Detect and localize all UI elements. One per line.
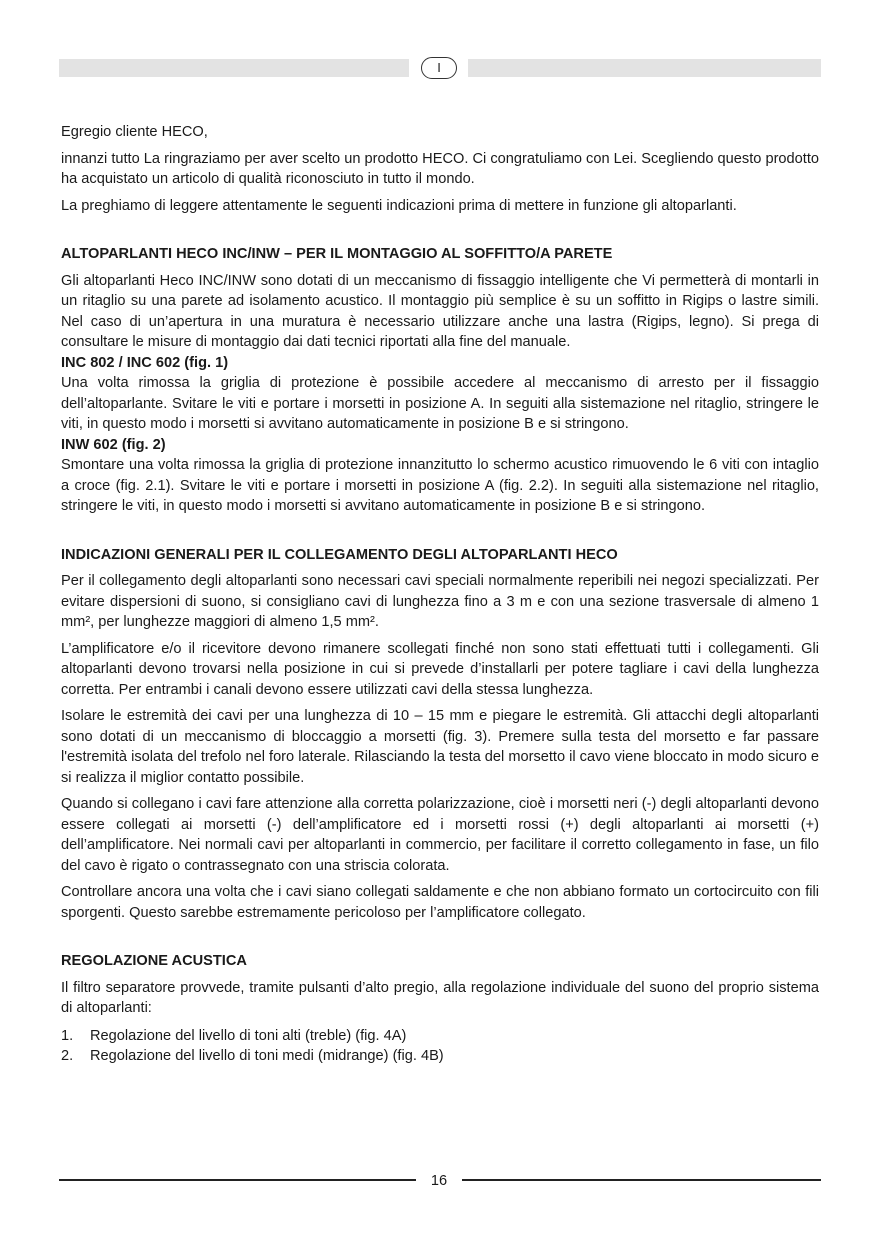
section-heading-connection: INDICAZIONI GENERALI PER IL COLLEGAMENTO DEGLI ALTOPARLANTI HECO xyxy=(61,546,618,563)
list-item-text: Regolazione del livello di toni alti (treble) (fig. 4A) xyxy=(90,1027,407,1044)
connection-paragraph-4: Quando si collegano i cavi fare attenzione alla corretta polarizzazione, cioè i morsetti neri (-) degli altoparlanti devono essere collegati ai morsetti (-) dell’amplificatore ed i morsetti rossi (+) degli altoparlanti ai morsetti (+) dell’amplificatore. Nei normali cavi per altoparlanti in commercio, per facilitare il corretto collegamento in fase, un filo del cavo è rigato o contrassegnato con una striscia colorata. xyxy=(61,796,819,874)
connection-paragraph-2: L’amplificatore e/o il ricevitore devono rimanere scollegati finché non sono stati effettuati tutti i collegamenti. Gli altoparlanti devono trovarsi nella posizione in cui si prevede d’installarli per potere tagliare i cavi della lunghezza corretta. Per entrambi i canali devono essere utilizzati cavi della stessa lunghezza. xyxy=(61,640,819,698)
inc-paragraph: Una volta rimossa la griglia di protezione è possibile accedere al meccanismo di arresto per il fissaggio dell’altoparlante. Svitare le viti e portare i morsetti in posizione A. In seguiti alla sistemazione nel ritaglio, stringere le viti, in questo modo i morsetti si avvitano automaticamente in posizione B e si stringono. xyxy=(61,375,819,432)
language-badge: I xyxy=(421,57,457,79)
connection-paragraph-1: Per il collegamento degli altoparlanti sono necessari cavi speciali normalmente reperibili nei negozi specializzati. Per evitare dispersioni di suono, si consigliano cavi di lunghezza fino a 3 m e con una sezione trasversale di almeno 1 mm², per lunghezze maggiori di almeno 1,5 mm². xyxy=(61,573,819,630)
greeting: Egregio cliente HECO, xyxy=(61,124,208,140)
acoustic-paragraph: Il filtro separatore provvede, tramite pulsanti d’alto pregio, alla regolazione individuale del suono del proprio sistema di altoparlanti: xyxy=(61,979,819,1016)
list-item-number: 2. xyxy=(61,1048,74,1064)
header-bar-right xyxy=(468,59,821,77)
intro-paragraph-1: innanzi tutto La ringraziamo per aver scelto un prodotto HECO. Ci congratuliamo con Lei. Scegliendo questo prodotto ha acquistato un articolo di qualità riconosciuto in tutto il mondo. xyxy=(61,150,819,187)
page-content xyxy=(61,122,819,1067)
connection-paragraph-3: Isolare le estremità dei cavi per una lunghezza di 10 – 15 mm e piegare le estremità. Gli attacchi degli altoparlanti sono dotati di un meccanismo di bloccaggio a morsetti (fig. 3). Premere sulla testa del morsetto e far passare l'estremità isolata del trefolo nel foro laterale. Rilasciando la testa del morsetto il cavo viene bloccato in modo sicuro e si realizza il miglior contatto possibile. xyxy=(61,708,819,786)
intro-paragraph-2: La preghiamo di leggere attentamente le seguenti indicazioni prima di mettere in funzione gli altoparlanti. xyxy=(61,197,737,214)
subheading-inw: INW 602 (fig. 2) xyxy=(61,436,166,453)
section-heading-acoustic: REGOLAZIONE ACUSTICA xyxy=(61,953,247,969)
inw-paragraph: Smontare una volta rimossa la griglia di protezione innanzitutto lo schermo acustico rimuovendo le 6 viti con intaglio a croce (fig. 2.1). Svitare le viti e portare i morsetti in posizione A (fig. 2.2). In seguiti alla sistemazione nel ritaglio, stringere le viti, in questo modo i morsetti si avvitano automaticamente in posizione B e si stringono. xyxy=(61,457,819,514)
header-bar-left xyxy=(59,59,409,77)
list-item-number: 1. xyxy=(61,1027,74,1044)
section-heading-mounting: ALTOPARLANTI HECO INC/INW – PER IL MONTAGGIO AL SOFFITTO/A PARETE xyxy=(61,246,613,262)
list-item-text: Regolazione del livello di toni medi (midrange) (fig. 4B) xyxy=(90,1048,444,1064)
list-item xyxy=(61,1046,819,1067)
page-number: 16 xyxy=(430,1173,448,1189)
connection-paragraph-5: Controllare ancora una volta che i cavi siano collegati saldamente e che non abbiano formato un cortocircuito con fili sporgenti. Questo sarebbe estremamente pericoloso per l’amplificatore collegato. xyxy=(61,884,819,921)
footer-rule-right xyxy=(462,1179,821,1181)
list-item xyxy=(61,1026,819,1047)
mounting-paragraph: Gli altoparlanti Heco INC/INW sono dotati di un meccanismo di fissaggio intelligente che Vi permetterà di montarli in un ritaglio su una parete ad isolamento acustico. Il montaggio più semplice è su un soffitto in Rigips o lastre simili. Nel caso di un’apertura in una muratura è necessario utilizzare anche una lastra (Rigips, legno). Si prega di consultare le misure di montaggio dai dati tecnici riportati alla fine del manuale. xyxy=(61,272,819,350)
adjustment-list xyxy=(61,1026,819,1067)
subheading-inc: INC 802 / INC 602 (fig. 1) xyxy=(61,354,229,371)
footer-rule-left xyxy=(59,1179,416,1181)
